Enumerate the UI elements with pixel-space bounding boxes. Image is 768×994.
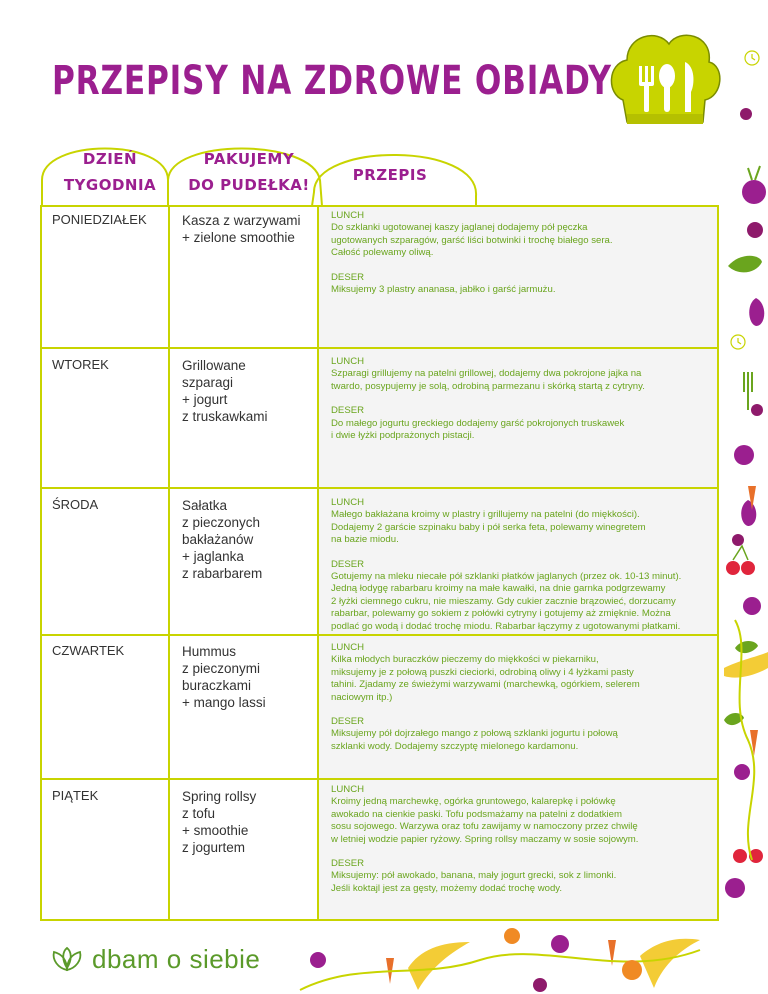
recipe-text: LUNCH Kroimy jedną marchewkę, ogórka gruntowego, kalarepkę i połówkę awokado na cienkie paski. Tofu podsmażamy na patelni z dodatkiem sosu sojowego. Warzywa oraz tofu zawijamy w namoczony przez chwilę w letniej wodzie papier ryżowy. Spring rollsy maczamy w sosie sojowym. DESER Miksujemy: pół awokado, banana, mały jogurt grecki, sok z limonki. Jeśli koktajl jest za gęsty, możemy dodać trochę wody.	[331, 784, 639, 894]
banana-icon	[408, 652, 768, 990]
day-label: ŚRODA	[52, 497, 99, 512]
beet-icon	[310, 108, 766, 992]
recipe-text: LUNCH Do szklanki ugotowanej kaszy jaglanej dodajemy pół pęczka ugotowanych szparagów, garść liści botwinki i trochę białego sera. Całość polewamy oliwą. DESER Miksujemy 3 plastry ananasa, jabłko i garść jarmużu.	[331, 210, 613, 296]
header-pack-line1: PAKUJEMY	[203, 150, 295, 168]
dish-name: Grillowane szparagi + jogurt z truskawkami	[182, 358, 268, 424]
recipe-text: LUNCH Kilka młodych buraczków pieczemy do miękkości w piekarniku, miksujemy je z połową puszki cieciorki, odrobiną oliwy i 4 łyżkami pasty tahini. Zjadamy ze świeżymi warzywami (marchewką, ogórkiem, selerem naciowym itp.) DESER Miksujemy pół dojrzałego mango z połową szklanki jogurtu i połową szklanki wody. Dodajemy szczyptę mielonego kardamonu.	[331, 642, 640, 752]
dish-name: Sałatka z pieczonych bakłażanów + jaglanka z rabarbarem	[182, 498, 263, 581]
day-label: CZWARTEK	[52, 643, 125, 658]
cherry-icon	[726, 546, 763, 863]
day-label: PONIEDZIAŁEK	[52, 212, 147, 227]
header-day-line1: DZIEŃ	[82, 150, 138, 168]
dish-name: Kasza z warzywami + zielone smoothie	[182, 213, 301, 245]
dish-name: Hummus z pieczonymi buraczkami + mango lassi	[182, 644, 266, 710]
logo-text: dbam o siebie	[92, 944, 261, 974]
fork-icon	[744, 372, 752, 410]
header-recipe: PRZEPIS	[352, 166, 428, 184]
recipe-text: LUNCH Szparagi grillujemy na patelni grillowej, dodajemy dwa pokrojone jajka na twardo, posypujemy je solą, odrobiną parmezanu i skórką startą z cytryny. DESER Do małego jogurtu greckiego dodajemy garść pokrojonych truskawek i dwie łyżki podprażonych pistacji.	[331, 356, 645, 442]
day-label: WTOREK	[52, 357, 109, 372]
leaf-icon	[724, 256, 762, 725]
header-pack-line2: DO PUDEŁKA!	[188, 176, 310, 194]
vine-decoration	[300, 620, 754, 990]
header-day-line2: TYGODNIA	[63, 176, 157, 194]
dish-name: Spring rollsy z tofu + smoothie z jogurtem	[182, 789, 257, 855]
page-title: PRZEPISY NA ZDROWE OBIADY	[52, 58, 612, 104]
recipe-text: LUNCH Małego bakłażana kroimy w plastry i grillujemy na patelni (do miękkości). Dodajemy 2 garście szpinaku baby i pół serka feta, polewamy winegretem na bazie miodu. DESER Gotujemy na mleku niecałe pół szklanki płatków jaglanych (przez ok. 10-13 minut). Jedną łodygę rabarbaru kroimy na małe kawałki, na dnie garnka podgrzewamy 2 łyżki ciemnego cukru, nie mieszamy. Gdy cukier zacznie brązowieć, dorzucamy rabarbar, polewamy go sokiem z połówki cytryny i gotujemy aż zmięknie. Można podlać go wodą i dodać trochę miodu. Rabarbar łączymy z ugotowanymi płatkami.	[331, 497, 682, 632]
day-label: PIĄTEK	[52, 788, 99, 803]
carrot-icon	[386, 486, 758, 984]
